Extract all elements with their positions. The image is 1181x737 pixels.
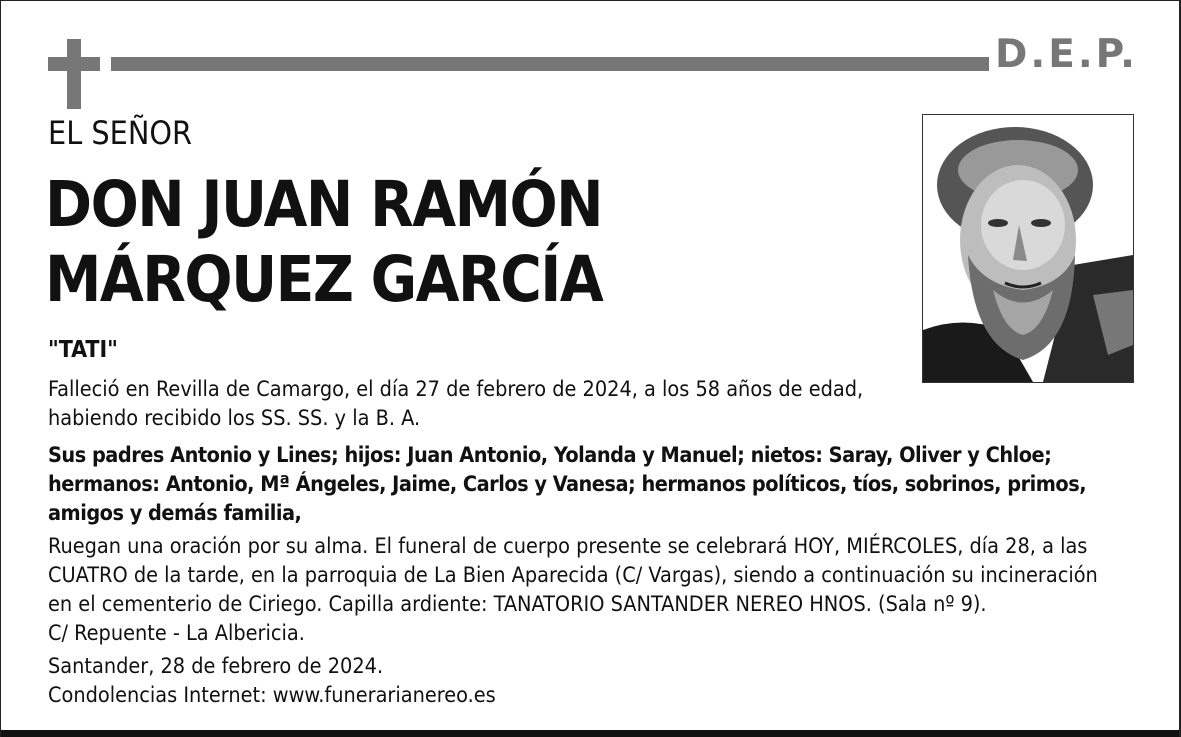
portrait-photo [922,114,1134,383]
closing-notice [48,652,948,710]
family-notice [48,441,1158,528]
family-notice-line-1: Sus padres Antonio y Lines; hijos: Juan Antonio, Yolanda y Manuel; nietos: Saray, Oliver y Chloe; [48,443,1052,468]
death-notice-line-2: habiendo recibido los SS. SS. y la B. A. [48,406,421,431]
death-notice [48,375,908,433]
funeral-notice [48,532,1163,648]
funeral-notice-line-3: en el cementerio de Ciriego. Capilla ardiente: TANATORIO SANTANDER NEREO HNOS. (Sala nº 9). [48,592,987,617]
funeral-notice-line-4: C/ Repuente - La Albericia. [48,621,305,646]
nickname: "TATI" [48,337,118,363]
deceased-name-line-2: MÁRQUEZ GARCÍA [45,243,603,316]
city-date: Santander, 28 de febrero de 2024. [48,654,384,679]
header-rule [111,57,989,71]
deceased-name [45,167,905,317]
funeral-notice-line-1: Ruegan una oración por su alma. El funeral de cuerpo presente se celebrará HOY, MIÉRCOLES, día 28, a las [48,534,1088,559]
bottom-border [1,730,1179,737]
cross-horizontal-bar [48,57,100,71]
dep-label: D.E.P. [995,32,1138,77]
death-notice-line-1: Falleció en Revilla de Camargo, el día 27 de febrero de 2024, a los 58 años de edad, [48,377,864,402]
family-notice-line-2: hermanos: Antonio, Mª Ángeles, Jaime, Carlos y Vanesa; hermanos políticos, tíos, sobrinos, primos, [48,472,1087,497]
portrait-illustration [923,115,1133,382]
funeral-notice-line-2: CUATRO de la tarde, en la parroquia de La Bien Aparecida (C/ Vargas), siendo a continuación su incineración [48,563,1098,588]
honorific-label: EL SEÑOR [48,114,193,152]
condolences-link[interactable]: Condolencias Internet: www.funerarianereo.es [48,683,496,708]
family-notice-line-3: amigos y demás familia, [48,501,302,526]
cross-vertical-bar [67,39,81,109]
deceased-name-line-1: DON JUAN RAMÓN [45,168,603,241]
